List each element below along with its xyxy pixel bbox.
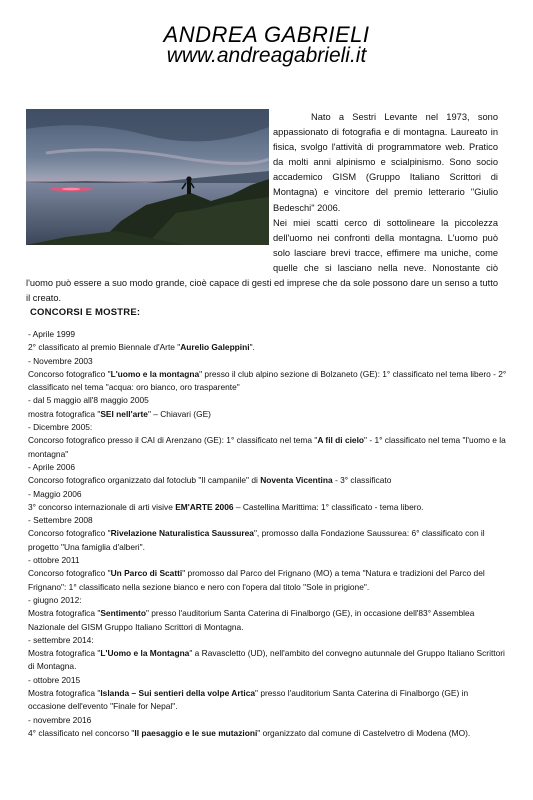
event-entry — [28, 488, 508, 515]
event-entry — [28, 421, 508, 461]
event-title: Il paesaggio e le sue mutazioni — [134, 727, 258, 738]
section-heading: CONCORSI E MOSTRE: — [30, 307, 141, 318]
bio-paragraph: Nato a Sestri Levante nel 1973, sono appassionato di fotografia e di montagna. Laureato in fisica, svolgo l'attività di programmatore web. Pratico da molti anni alpinismo e scialpinismo. Sono socio accademico GISM (Gruppo Italiano Scrittori di Montagna) e vincitore del premio letterario "Giulio Bedeschi" 2006. — [273, 112, 498, 213]
event-date: - giugno 2012: — [28, 594, 82, 605]
event-date: - Aprile 2006 — [28, 461, 76, 472]
event-title: Sentimento — [100, 608, 146, 619]
event-date: - Novembre 2003 — [28, 355, 93, 366]
event-entry — [28, 714, 508, 741]
website-url[interactable]: www.andreagabrieli.it — [166, 44, 367, 67]
event-title: L'uomo e la montagna — [110, 368, 200, 379]
event-title: Noventa Vicentina — [260, 475, 333, 486]
event-title: Un Parco di Scatti — [110, 568, 183, 579]
event-description: mostra fotografica "SEI nell'arte" – Chiavari (GE) — [28, 408, 211, 419]
event-date: - Settembre 2008 — [28, 515, 93, 526]
author-name: ANDREA GABRIELI — [163, 22, 370, 47]
event-title: Rivelazione Naturalistica Saussurea — [110, 528, 254, 539]
event-title: L'Uomo e la Montagna — [100, 648, 190, 659]
event-description: Concorso fotografico "Un Parco di Scatti" promosso dal Parco del Frignano (MO) a tema "Natura e tradizioni del Parco del Frignano": 1° classificato nella sezione bianco e nero con l'opera dal titolo "Sole in prigione". — [28, 568, 485, 592]
event-entry — [28, 674, 508, 714]
event-date: - dal 5 maggio all'8 maggio 2005 — [28, 395, 149, 406]
bio-text — [26, 110, 498, 306]
event-description: 3° concorso internazionale di arti visive EM'ARTE 2006 – Castellina Marittima: 1° classificato - tema libero. — [28, 501, 424, 512]
event-date: - novembre 2016 — [28, 714, 92, 725]
event-entry — [28, 355, 508, 395]
event-description: Concorso fotografico "Rivelazione Naturalistica Saussurea", promosso dalla Fondazione Saussurea: 6° classificato con il progetto "Una famiglia d'alberi". — [28, 528, 485, 552]
event-description: Mostra fotografica "L'Uomo e la Montagna" a Ravascletto (UD), nell'ambito del convegno autunnale del Gruppo Italiano Scrittori di Montagna. — [28, 648, 505, 672]
event-title: Islanda – Sui sentieri della volpe Artica — [100, 688, 256, 699]
event-date: - Aprile 1999 — [28, 329, 76, 339]
event-entry — [28, 594, 508, 634]
event-description: Concorso fotografico organizzato dal fotoclub "Il campanile" di Noventa Vicentina - 3° classificato — [28, 475, 392, 486]
event-date: - ottobre 2015 — [28, 674, 81, 685]
event-title: A fil di cielo — [317, 435, 365, 446]
event-description: Mostra fotografica "Islanda – Sui sentieri della volpe Artica" presso l'auditorium Santa Caterina di Finalborgo (GE) in occasione dell'evento "Finale for Nepal". — [28, 688, 469, 712]
event-description: Mostra fotografica "Sentimento" presso l'auditorium Santa Caterina di Finalborgo (GE), in occasione dell'83° Assemblea Nazionale del GISM Gruppo Italiano Scrittori di Montagna. — [28, 608, 475, 632]
event-description: Concorso fotografico presso il CAI di Arenzano (GE): 1° classificato nel tema "A fil di cielo" - 1° classificato nel tema "l'uomo e la montagna" — [28, 435, 506, 459]
event-description: 2° classificato al premio Biennale d'Arte "Aurelio Galeppini". — [28, 342, 255, 353]
events-list — [28, 328, 508, 740]
event-entry — [28, 394, 508, 421]
event-entry — [28, 461, 508, 488]
event-date: - ottobre 2011 — [28, 555, 80, 566]
event-description: 4° classificato nel concorso "Il paesaggio e le sue mutazioni" organizzato dal comune di Castelvetro di Modena (MO). — [28, 727, 471, 738]
event-date: - Dicembre 2005: — [28, 422, 93, 433]
bio-paragraph: Nei miei scatti cerco di sottolineare la piccolezza dell'uomo nei confronti della montagna. L'uomo può solo lasciare brevi tracce, effimere ma uniche, come quelle che si lasciano nella neve. Nonostante ciò l'uomo può essere a suo modo grande, cioè capace di gesti ed imprese che da sole possono dare un senso a tutto il creato. — [26, 217, 498, 304]
event-entry — [28, 514, 508, 554]
event-date: - Maggio 2006 — [28, 488, 82, 499]
event-date: - settembre 2014: — [28, 634, 94, 645]
event-entry — [28, 328, 508, 355]
event-title: EM'ARTE 2006 — [175, 501, 234, 512]
event-description: Concorso fotografico "L'uomo e la montagna" presso il club alpino sezione di Bolzaneto (GE): 1° classificato nel tema libero - 2° classificato nel tema "acqua: oro bianco, oro trasparente" — [28, 368, 507, 393]
event-entry — [28, 634, 508, 674]
event-entry — [28, 554, 508, 594]
event-title: Aurelio Galeppini — [180, 342, 250, 353]
event-title: SEI nell'arte — [100, 408, 148, 419]
